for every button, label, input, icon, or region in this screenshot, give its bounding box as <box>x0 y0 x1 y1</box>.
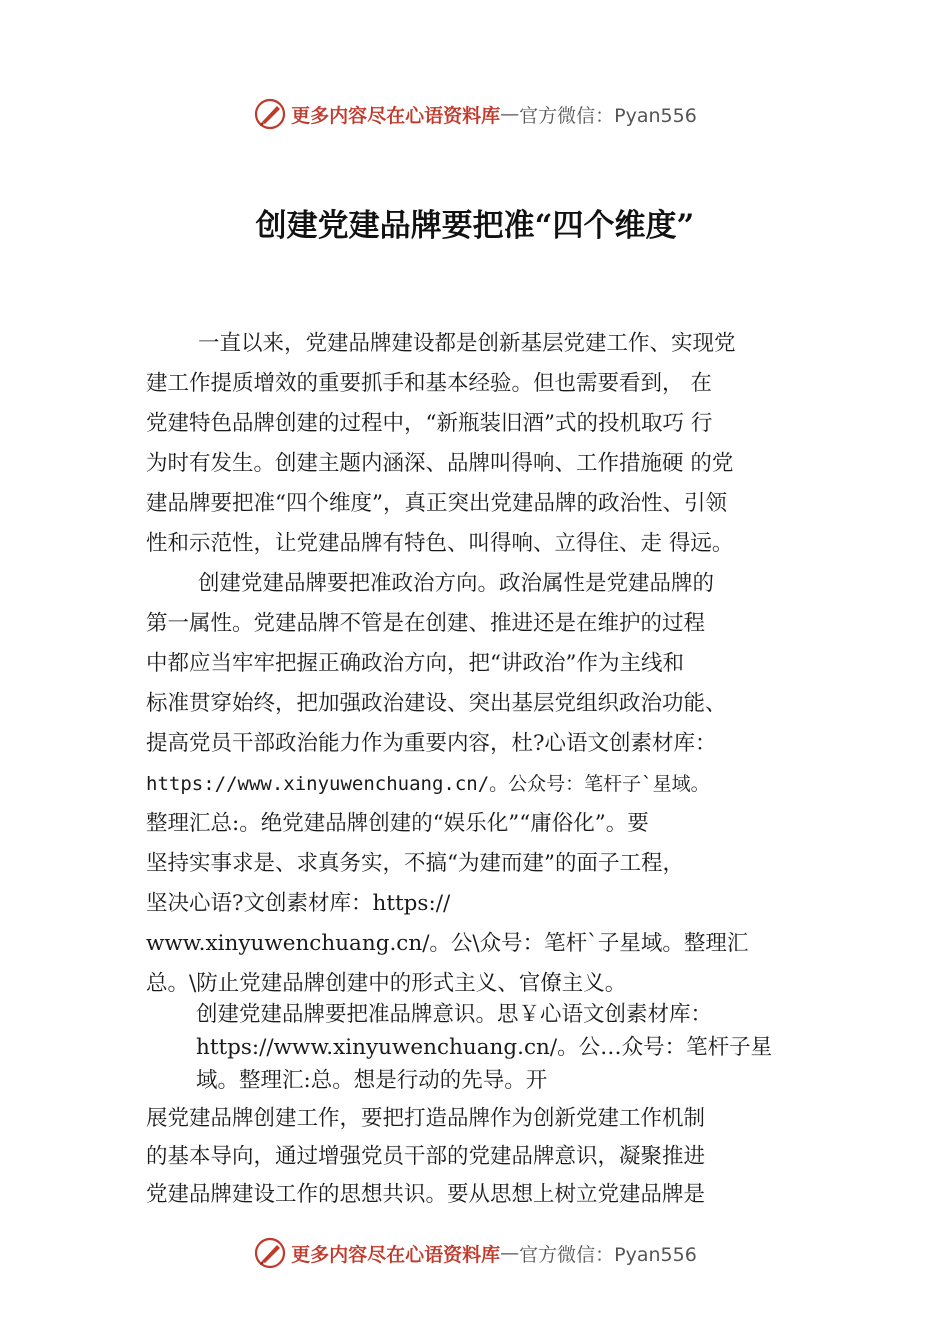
banner-main-text: 更多内容尽在心语资料库 <box>291 104 501 127</box>
para1-line: 建品牌要把准“四个维度”，真正突出党建品牌的政治性、引领 <box>146 491 727 516</box>
para2-line: 第一属性。党建品牌不管是在创建、推进还是在维护的过程 <box>146 611 706 636</box>
document-body-continued <box>146 1100 836 1214</box>
para1-line: 一直以来，党建品牌建设都是创新基层党建工作、实现党 <box>198 331 736 356</box>
para2-line: https://www.xinyuwenchuang.cn/。公众号：笔杆子`星域。 <box>146 773 710 795</box>
para3-line: https://www.xinyuwenchuang.cn/。公…众号：笔杆子星 <box>196 1035 773 1060</box>
banner-main-text: 更多内容尽在心语资料库 <box>291 1243 501 1266</box>
para2-line: 总。\防止党建品牌创建中的形式主义、官僚主义。 <box>146 971 627 996</box>
para2-line: 整理汇总:。绝党建品牌创建的“娱乐化”“庸俗化”。要 <box>146 811 649 836</box>
para2-line: www.xinyuwenchuang.cn/。公\众号：笔杆`子星域。整理汇 <box>146 931 749 956</box>
document-body <box>146 324 836 1004</box>
header-banner <box>0 94 950 134</box>
indented-block <box>196 998 846 1097</box>
para3-line: 创建党建品牌要把准品牌意识。思￥心语文创素材库： <box>196 1002 713 1027</box>
para2-line: 坚持实事求是、求真务实，不搞“为建而建”的面子工程， <box>146 851 684 876</box>
para2-line: 创建党建品牌要把准政治方向。政治属性是党建品牌的 <box>198 571 715 596</box>
para2-line: 中都应当牢牢把握正确政治方向，把“讲政治”作为主线和 <box>146 651 684 676</box>
para4-line: 的基本导向，通过增强党员干部的党建品牌意识，凝聚推进 <box>146 1144 706 1169</box>
para1-line: 党建特色品牌创建的过程中，“新瓶装旧酒”式的投机取巧 行 <box>146 411 713 436</box>
para4-line: 党建品牌建设工作的思想共识。要从思想上树立党建品牌是 <box>146 1182 706 1207</box>
para2-line: 标准贯穿始终，把加强政治建设、突出基层党组织政治功能、 <box>146 691 727 716</box>
para1-line: 性和示范性，让党建品牌有特色、叫得响、立得住、走 得远。 <box>146 531 734 556</box>
para2-line: 坚决心语?文创素材库：https:// <box>146 891 451 916</box>
footer-banner <box>0 1233 950 1273</box>
para3-line: 域。整理汇:总。想是行动的先导。开 <box>196 1068 548 1093</box>
banner-wechat-text: 官方微信：Pyan556 <box>519 1243 697 1266</box>
document-title: 创建党建品牌要把准“四个维度” <box>255 208 695 244</box>
banner-wechat-text: 官方微信：Pyan556 <box>519 104 697 127</box>
para4-line: 展党建品牌创建工作，要把打造品牌作为创新党建工作机制 <box>146 1106 706 1131</box>
banner-dash: — <box>500 1242 520 1264</box>
para2-line: 提高党员干部政治能力作为重要内容，杜?心语文创素材库： <box>146 731 717 756</box>
para1-line: 为时有发生。创建主题内涵深、品牌叫得响、工作措施硬 的党 <box>146 451 734 476</box>
para1-line: 建工作提质增效的重要抓手和基本经验。但也需要看到， 在 <box>146 371 712 396</box>
banner-dash: — <box>500 103 520 125</box>
pen-logo-icon <box>253 1236 287 1270</box>
pen-logo-icon <box>253 97 287 131</box>
